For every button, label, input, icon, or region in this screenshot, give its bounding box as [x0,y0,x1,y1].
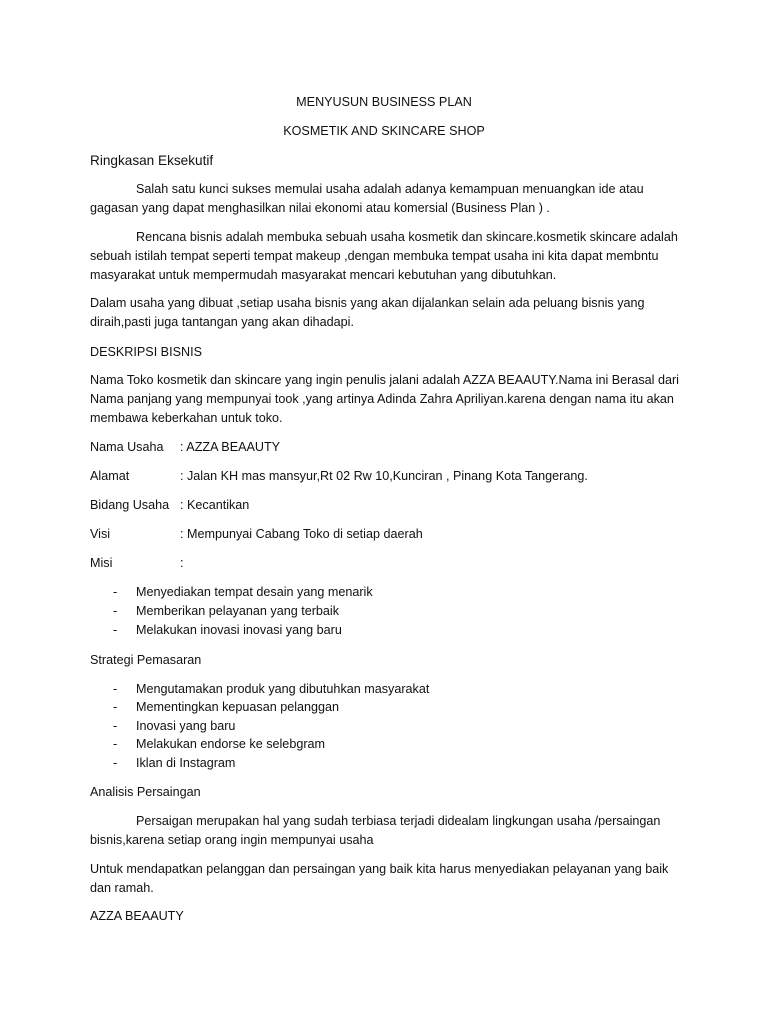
paragraph-line: Rencana bisnis adalah membuka sebuah usaha kosmetik dan skincare.kosmetik skincare adalah [136,230,678,244]
bullet-dash: - [113,737,118,751]
field-label: Misi [90,556,113,570]
paragraph-line: diraih,pasti juga tantangan yang akan dihadapi. [90,315,354,329]
document-title: MENYUSUN BUSINESS PLAN [296,95,472,109]
list-item-text: Memberikan pelayanan yang terbaik [136,604,340,618]
bullet-dash: - [113,700,118,714]
list-item-text: Inovasi yang baru [136,719,236,733]
field-label: Nama Usaha [90,440,164,454]
list-item [0,717,768,736]
field-value: : Kecantikan [180,498,250,512]
field-row-nama-usaha [0,438,768,457]
bullet-dash: - [113,682,118,696]
document-subtitle: KOSMETIK AND SKINCARE SHOP [283,124,485,138]
section-heading-analisis: Analisis Persaingan [90,785,201,799]
field-label: Bidang Usaha [90,498,170,512]
footer-heading: AZZA BEAAUTY [90,909,184,923]
paragraph-line: Nama panjang yang mempunyai took ,yang artinya Adinda Zahra Apriliyan.karena dengan nama itu akan [90,392,674,406]
bullet-dash: - [113,623,118,637]
field-row-misi [0,554,768,573]
paragraph-line: gagasan yang dapat menghasilkan nilai ekonomi atau komersial (Business Plan ) . [90,201,550,215]
bullet-dash: - [113,585,118,599]
list-item [0,621,768,640]
section-heading-ringkasan: Ringkasan Eksekutif [90,153,214,168]
bullet-dash: - [113,756,118,770]
paragraph-line: masyarakat untuk mempermudah masyarakat mencari kebutuhan yang dibutuhkan. [90,268,557,282]
field-value: : [180,556,184,570]
paragraph-line: membawa keberkahan untuk toko. [90,411,283,425]
field-row-bidang-usaha [0,496,768,515]
list-item-text: Mementingkan kepuasan pelanggan [136,700,340,714]
list-item [0,583,768,602]
list-item-text: Mengutamakan produk yang dibutuhkan masyarakat [136,682,430,696]
field-value: : Mempunyai Cabang Toko di setiap daerah [180,527,423,541]
paragraph-line: sebuah istilah tempat seperti tempat makeup ,dengan membuka tempat usaha ini kita dapat membntu [90,249,659,263]
list-item [0,602,768,621]
list-item-text: Melakukan endorse ke selebgram [136,737,326,751]
list-item [0,680,768,699]
field-label: Alamat [90,469,130,483]
list-item-text: Melakukan inovasi inovasi yang baru [136,623,342,637]
list-item [0,698,768,717]
list-item-text: Iklan di Instagram [136,756,236,770]
field-row-alamat [0,467,768,486]
field-value: : Jalan KH mas mansyur,Rt 02 Rw 10,Kunciran , Pinang Kota Tangerang. [180,469,588,483]
paragraph-line: bisnis,karena setiap orang ingin mempunyai usaha [90,833,374,847]
bullet-dash: - [113,604,118,618]
paragraph-line: Nama Toko kosmetik dan skincare yang ingin penulis jalani adalah AZZA BEAAUTY.Nama ini Berasal dari [90,373,679,387]
list-item [0,754,768,773]
paragraph-line: Dalam usaha yang dibuat ,setiap usaha bisnis yang akan dijalankan selain ada peluang bisnis yang [90,296,645,310]
field-label: Visi [90,527,111,541]
field-row-visi [0,525,768,544]
paragraph-line: Untuk mendapatkan pelanggan dan persaingan yang baik kita harus menyediakan pelayanan yang baik [90,862,669,876]
section-heading-strategi: Strategi Pemasaran [90,653,202,667]
bullet-dash: - [113,719,118,733]
section-heading-deskripsi: DESKRIPSI BISNIS [90,345,202,359]
paragraph-line: dan ramah. [90,881,154,895]
paragraph-line: Persaigan merupakan hal yang sudah terbiasa terjadi didealam lingkungan usaha /persaingan [136,814,661,828]
paragraph-line: Salah satu kunci sukses memulai usaha adalah adanya kemampuan menuangkan ide atau [136,182,644,196]
list-item [0,735,768,754]
list-item-text: Menyediakan tempat desain yang menarik [136,585,373,599]
field-value: : AZZA BEAAUTY [180,440,281,454]
